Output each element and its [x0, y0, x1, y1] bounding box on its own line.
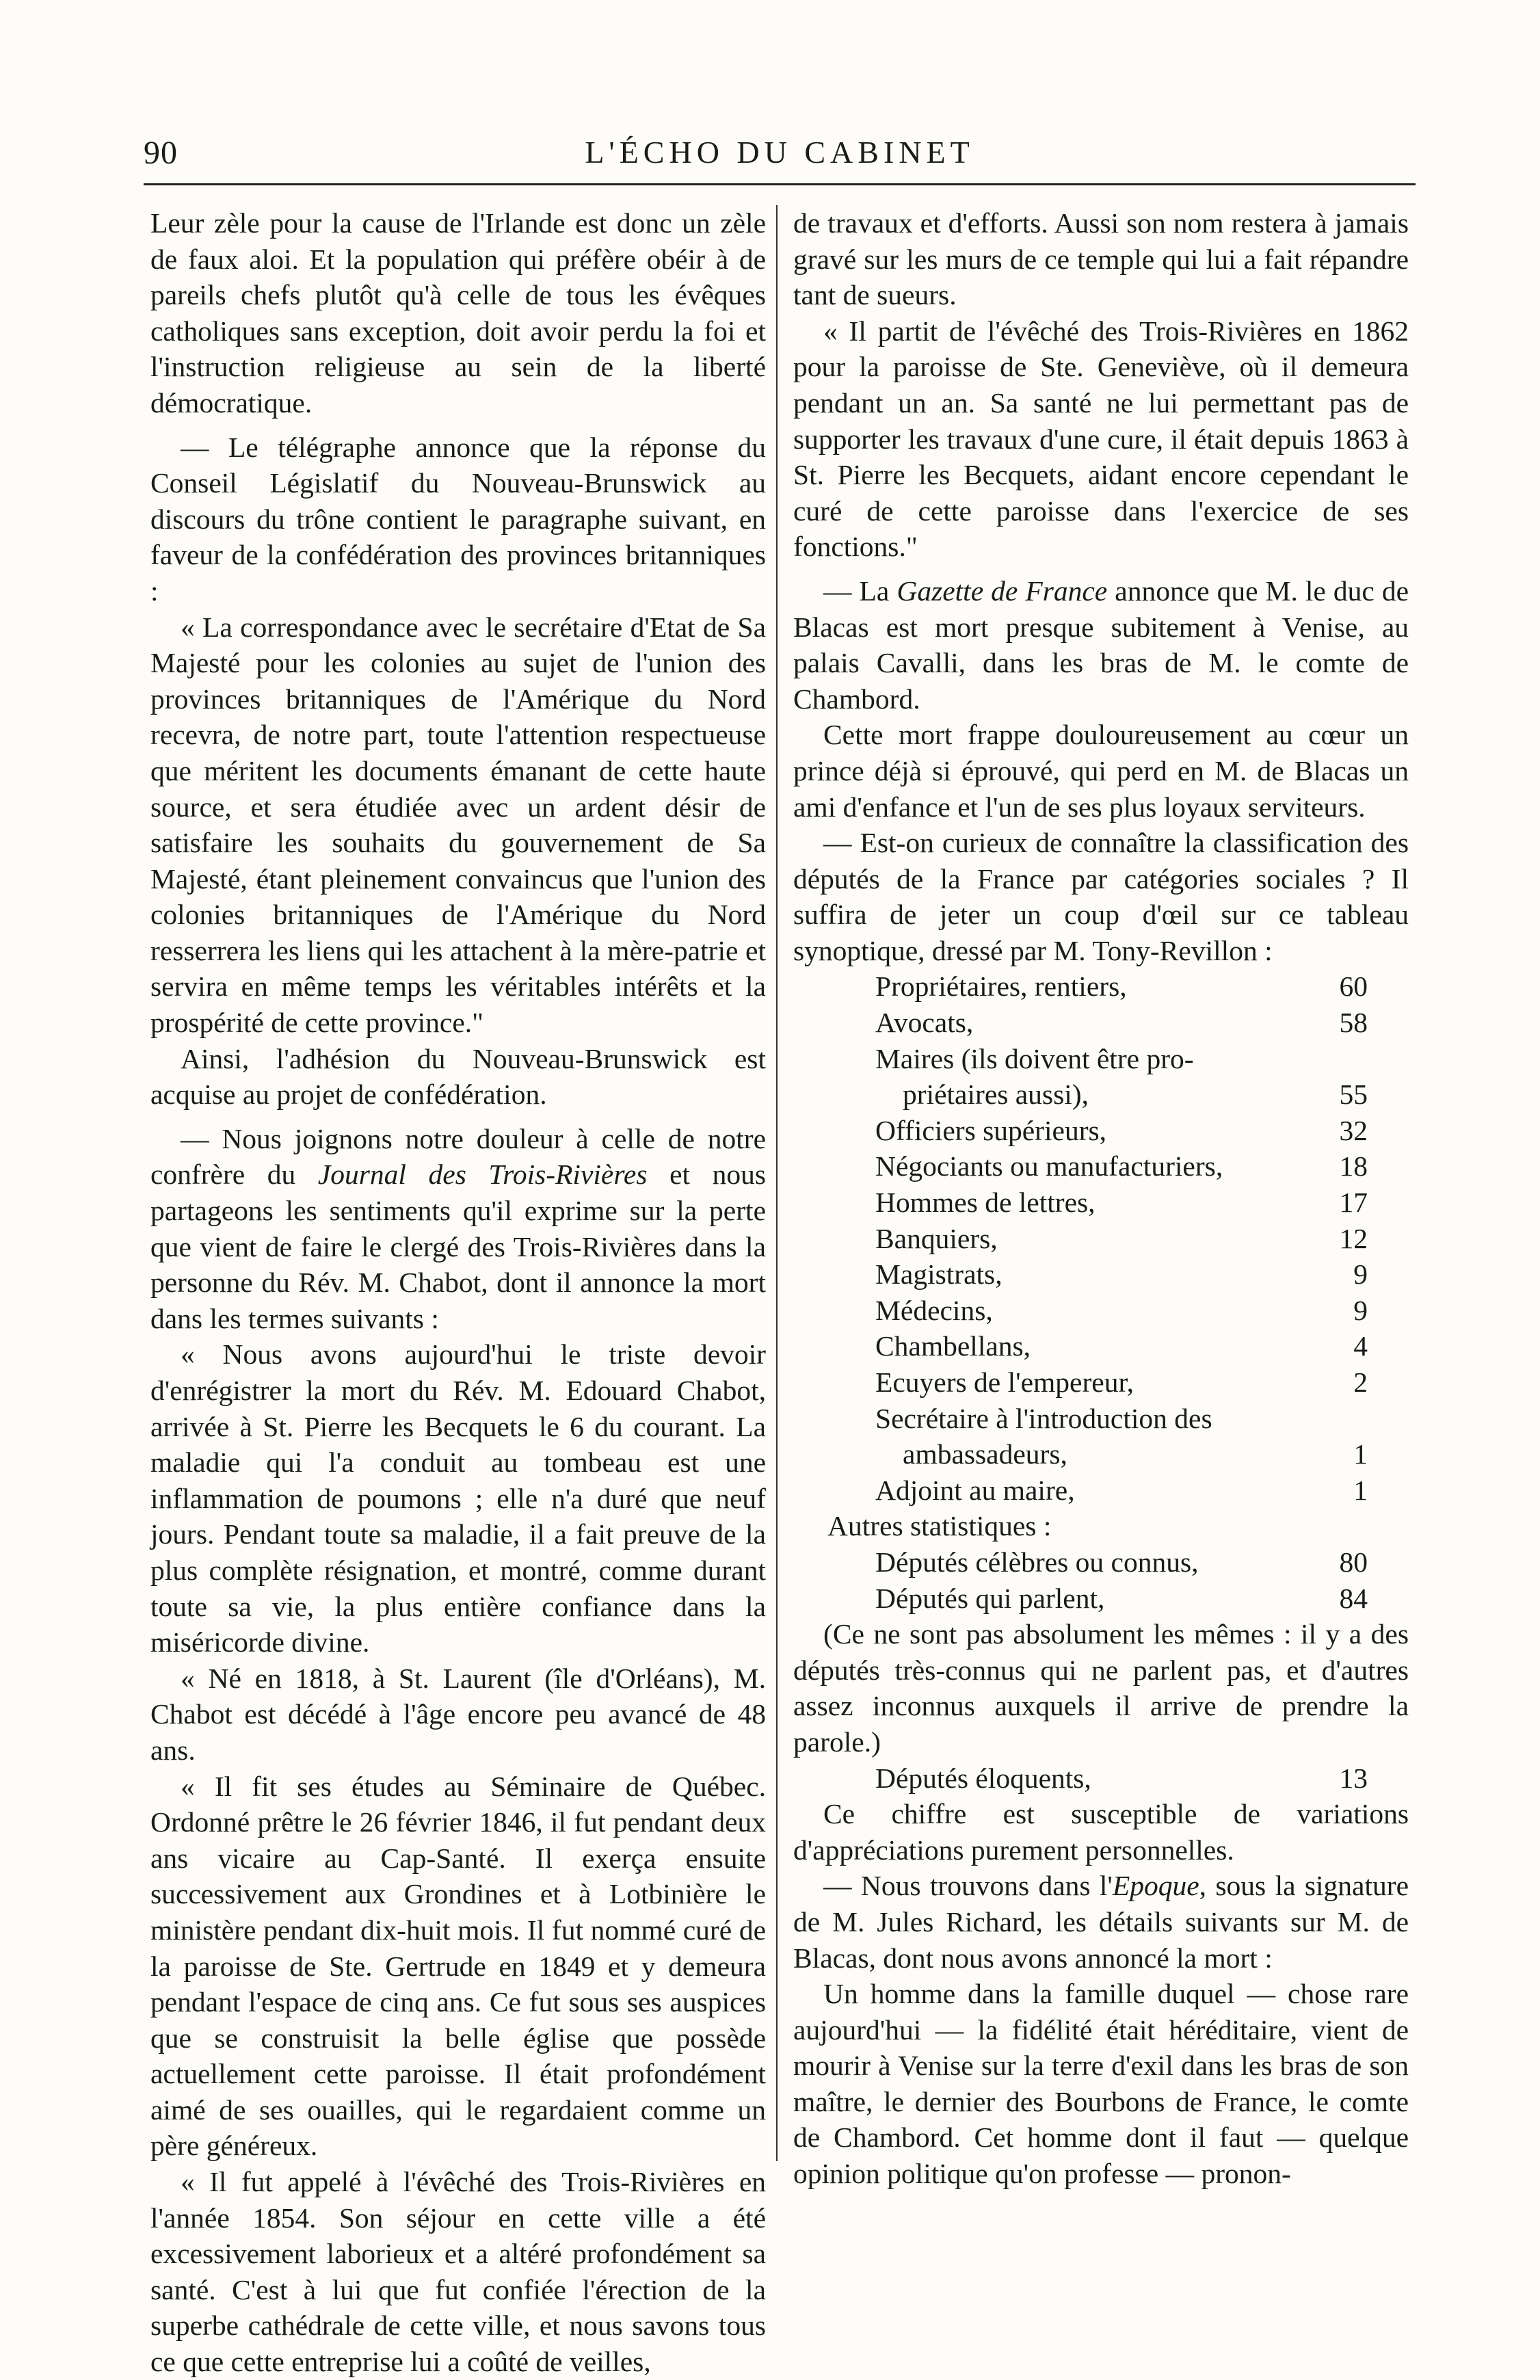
page-header — [144, 130, 1416, 178]
page-number: 90 — [144, 135, 178, 171]
table-row-value — [1313, 1401, 1368, 1437]
newspaper-title: Epoque — [1112, 1870, 1199, 1902]
table-row — [793, 1293, 1409, 1329]
table-row-label: Magistrats, — [875, 1258, 1003, 1291]
table-row — [793, 1148, 1409, 1185]
deputies-table — [793, 968, 1409, 1508]
table-row-value: 4 — [1353, 1330, 1368, 1362]
column-divider — [776, 205, 778, 2161]
table-row — [793, 968, 1409, 1005]
text-run: — Nous trouvons dans l' — [823, 1870, 1113, 1902]
table-row-value: 2 — [1353, 1366, 1368, 1398]
table-row-label: Députés célèbres ou connus, — [875, 1546, 1199, 1578]
paragraph — [150, 1121, 766, 1337]
table-row — [793, 1113, 1409, 1149]
table-row-value: 18 — [1339, 1150, 1368, 1182]
text-run: — Nous joignons notre douleur à celle de notre confrère du — [150, 1122, 766, 1191]
table-row — [793, 1185, 1409, 1221]
table-row-value: 13 — [1339, 1762, 1368, 1794]
left-column — [150, 205, 766, 2380]
paragraph: Un homme dans la famille duquel — chose rare aujourd'hui — la fidélité était héréditaire, vient de mourir à Venise sur la terre d'exil dans les bras de son maître, le dernier des Bourbons de France, le comte de Chambord. Cet homme dont il faut — quelque opinion politique qu'on professe — pronon- — [793, 1978, 1409, 2190]
header-rule — [144, 183, 1416, 185]
paragraph — [793, 573, 1409, 717]
table-row — [793, 1581, 1409, 1617]
text-run: — La — [823, 574, 897, 607]
table-row-label: Propriétaires, rentiers, — [875, 970, 1127, 1003]
deputies-table-3 — [793, 1760, 1409, 1797]
table-row — [793, 1005, 1409, 1041]
table-row — [793, 1256, 1409, 1293]
table-row-label: Négociants ou manufacturiers, — [875, 1150, 1223, 1182]
newspaper-title: Gazette de France — [897, 574, 1108, 607]
quote-paragraph: « Nous avons aujourd'hui le triste devoir d'enrégistrer la mort du Rév. M. Edouard Chabot, arrivée à St. Pierre les Becquets le 6 du courant. La maladie qui l'a conduit au tombeau est une inflammation de poumons ; elle n'a duré que neuf jours. Pendant toute sa maladie, il a fait preuve de la plus complète résignation, et montré, comme durant toute sa vie, la plus entière confiance dans la miséricorde divine. — [150, 1338, 766, 1658]
table-row — [793, 1436, 1409, 1472]
table-row — [793, 1041, 1409, 1077]
table-row-value: 9 — [1353, 1294, 1368, 1326]
table-row-label: Chambellans, — [875, 1330, 1031, 1362]
paragraph: — Le télégraphe annonce que la réponse du Conseil Législatif du Nouveau-Brunswick au discours du trône contient le paragraphe suivant, en faveur de la confédération des provinces britanniques : — [150, 431, 766, 607]
table-row-value: 84 — [1339, 1582, 1368, 1614]
table-row-value: 1 — [1353, 1474, 1368, 1506]
quote-paragraph: « Il fit ses études au Séminaire de Québec. Ordonné prêtre le 26 février 1846, il fut pendant deux ans vicaire au Cap-Santé. Il exerça ensuite successivement aux Grondines et à Lotbinière le ministère pendant dix-huit mois. Il fut nommé curé de la paroisse de Ste. Gertrude en 1849 et y demeura pendant l'espace de cinq ans. Ce fut sous ses auspices que se construisit la belle église que possède actuellement cette paroisse. Il était profondément aimé de ses ouailles, qui le regardaient comme un père généreux. — [150, 1770, 766, 2162]
table-row-label: Banquiers, — [875, 1222, 998, 1254]
paragraph — [793, 1868, 1409, 1976]
text-run: et nous partageons les sentiments qu'il exprime sur la perte que vient de faire le clergé des Trois-Rivières dans la personne du Rév. M. Chabot, dont il annonce la mort dans les termes suivants : — [150, 1159, 766, 1334]
quote-paragraph: « Il partit de l'évêché des Trois-Rivières en 1862 pour la paroisse de Ste. Geneviève, où il demeura pendant un an. Sa santé ne lui permettant pas de supporter les travaux d'une cure, il était depuis 1863 à St. Pierre les Becquets, aidant encore cependant le curé de cette paroisse dans l'exercice de ses fonctions." — [793, 315, 1409, 563]
table-row-value: 60 — [1339, 970, 1368, 1003]
table-row — [793, 1076, 1409, 1113]
running-title: L'ÉCHO DU CABINET — [585, 135, 974, 170]
table-row-value: 1 — [1353, 1438, 1368, 1470]
table-row-value: 58 — [1339, 1007, 1368, 1039]
table-row-label: Secrétaire à l'introduction des — [875, 1402, 1212, 1434]
table-row-value: 80 — [1339, 1546, 1368, 1578]
paragraph: (Ce ne sont pas absolument les mêmes : il y a des députés très-connus qui ne parlent pas, et d'autres assez inconnus auxquels il arrive de prendre la parole.) — [793, 1618, 1409, 1758]
table-row — [793, 1760, 1409, 1797]
quote-paragraph: « Il fut appelé à l'évêché des Trois-Rivières en l'année 1854. Son séjour en cette ville a été excessivement laborieux et a altéré profondément sa santé. C'est à lui que fut confiée l'érection de la superbe cathédrale de cette ville, et nous savons tous ce que cette entreprise lui a coûté de veilles, — [150, 2166, 766, 2378]
table-row-label: ambassadeurs, — [903, 1438, 1067, 1470]
table-row-label: Députés éloquents, — [875, 1762, 1091, 1794]
table-row-value — [1313, 1041, 1368, 1077]
table-row-value: 55 — [1339, 1079, 1368, 1111]
table-row-label: Médecins, — [875, 1294, 993, 1326]
paragraph: de travaux et d'efforts. Aussi son nom restera à jamais gravé sur les murs de ce temple qui lui a fait répandre tant de sueurs. — [793, 207, 1409, 311]
table-row-label: Ecuyers de l'empereur, — [875, 1366, 1134, 1398]
table-row-label: Avocats, — [875, 1007, 974, 1039]
paragraph: Cette mort frappe douloureusement au cœur un prince déjà si éprouvé, qui perd en M. de Blacas un ami d'enfance et l'un de ses plus loyaux serviteurs. — [793, 719, 1409, 823]
table-row-value: 12 — [1339, 1222, 1368, 1254]
right-column — [793, 205, 1409, 2192]
table-row-value: 17 — [1339, 1187, 1368, 1219]
quote-paragraph: « La correspondance avec le secrétaire d'Etat de Sa Majesté pour les colonies au sujet de l'union des provinces britanniques de l'Amérique du Nord recevra, de notre part, toute l'attention respectueuse que méritent les documents émanant de cette haute source, et sera étudiée avec un ardent désir de satisfaire les souhaits du gouvernement de Sa Majesté, étant pleinement convaincus que l'union des colonies britanniques de l'Amérique du Nord resserrera les liens qui les attachent à la mère-patrie et servira en même temps les véritables intérêts et la prospérité de cette province." — [150, 611, 766, 1039]
table-row-label: Députés qui parlent, — [875, 1582, 1105, 1614]
table-row — [793, 1364, 1409, 1401]
table-row-label: Maires (ils doivent être pro- — [875, 1042, 1194, 1074]
quote-paragraph: « Né en 1818, à St. Laurent (île d'Orléans), M. Chabot est décédé à l'âge encore peu avancé de 48 ans. — [150, 1662, 766, 1766]
table-row-label: Adjoint au maire, — [875, 1474, 1075, 1506]
table-row — [793, 1221, 1409, 1257]
text-run: annonce que M. le duc de Blacas est mort presque subitement à Venise, au palais Cavalli, dans les bras de M. le comte de Chambord. — [793, 574, 1409, 715]
table-row — [793, 1472, 1409, 1509]
paragraph: Ce chiffre est susceptible de variations d'appréciations purement personnelles. — [793, 1798, 1409, 1866]
table-row — [793, 1328, 1409, 1364]
table-row-label: Officiers supérieurs, — [875, 1114, 1107, 1146]
table-row-value: 32 — [1339, 1114, 1368, 1146]
paragraph: — Est-on curieux de connaître la classification des députés de la France par catégories sociales ? Il suffira de jeter un coup d'œil sur ce tableau synoptique, dressé par M. Tony-Revillon : — [793, 827, 1409, 966]
table-row-label: priétaires aussi), — [903, 1079, 1089, 1111]
table-row-value: 9 — [1353, 1258, 1368, 1291]
paragraph: Ainsi, l'adhésion du Nouveau-Brunswick est acquise au projet de confédération. — [150, 1042, 766, 1111]
deputies-table-2 — [793, 1544, 1409, 1616]
text-run: , sous la signature de M. Jules Richard, les détails suivants sur M. de Blacas, dont nous avons annoncé la mort : — [793, 1870, 1409, 1974]
table-row — [793, 1401, 1409, 1437]
table-row-label: Hommes de lettres, — [875, 1187, 1096, 1219]
table-subheading: Autres statistiques : — [827, 1510, 1052, 1542]
paragraph: Leur zèle pour la cause de l'Irlande est donc un zèle de faux aloi. Et la population qui préfère obéir à de pareils chefs plutôt qu'à celle de tous les évêques catholiques sans exception, doit avoir perdu la foi et l'instruction religieuse au sein de la liberté démocratique. — [150, 207, 766, 419]
table-row — [793, 1544, 1409, 1581]
journal-title: Journal des Trois-Rivières — [317, 1159, 648, 1191]
